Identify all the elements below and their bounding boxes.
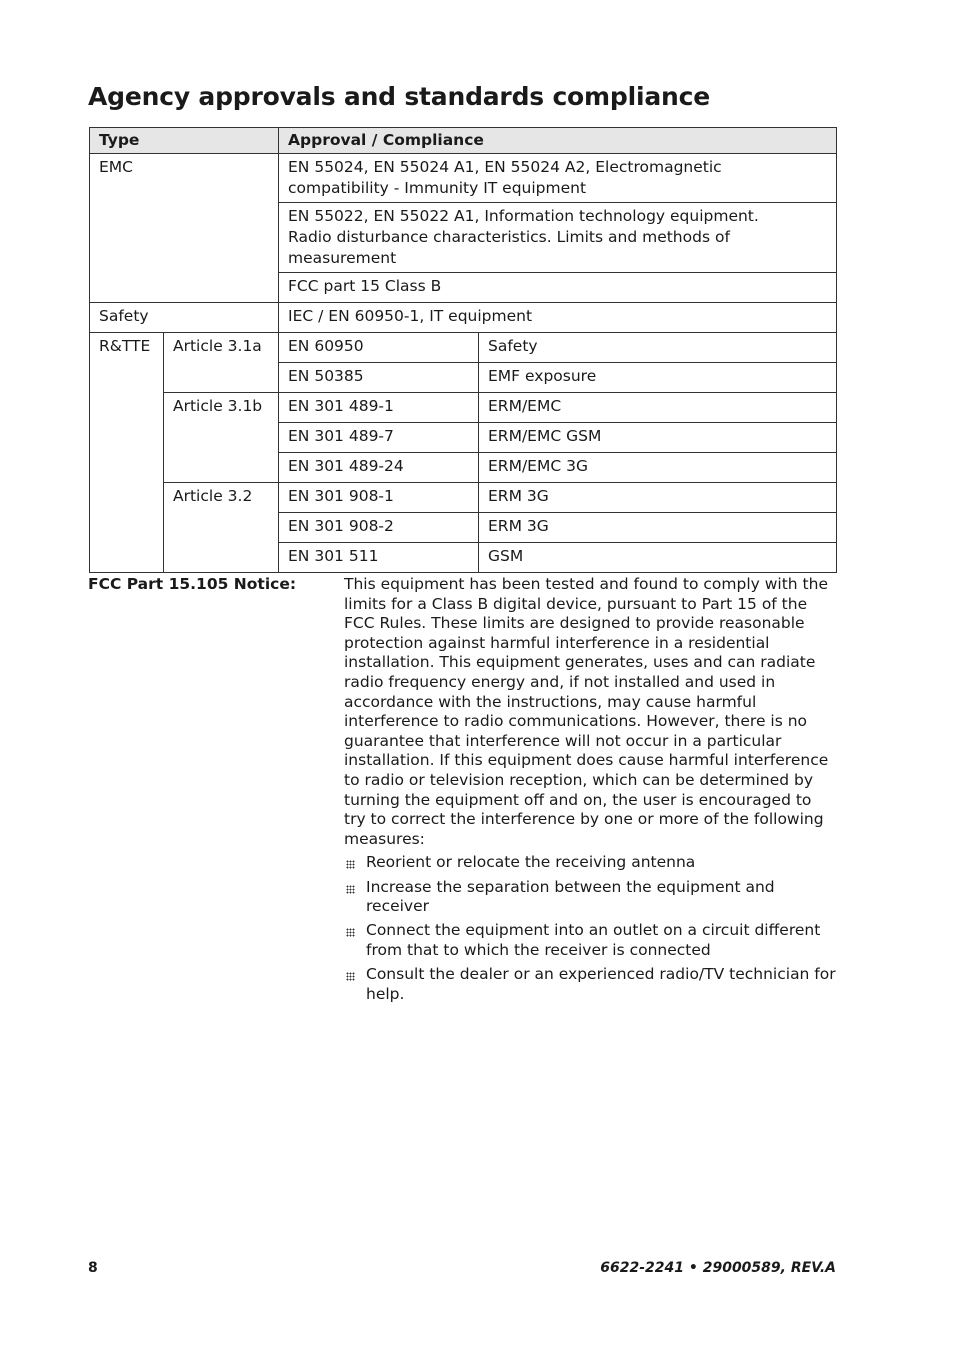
- compliance-table: [89, 127, 837, 573]
- emc-row-2: EN 55022, EN 55022 A1, Information technology equipment. Radio disturbance characteristics. Limits and methods of measurement: [279, 203, 837, 273]
- measure-text: Connect the equipment into an outlet on a circuit different from that to which the receiver is connected: [366, 921, 821, 959]
- measure-text: Increase the separation between the equipment and receiver: [366, 877, 775, 916]
- emc-label: EMC: [90, 154, 279, 303]
- notice-section: [344, 575, 836, 1009]
- list-item: [344, 878, 836, 917]
- page-title: Agency approvals and standards compliance: [88, 82, 710, 111]
- dot-grid-bullet-icon: [346, 928, 355, 937]
- dot-grid-bullet-icon: [346, 885, 355, 894]
- description-cell: EMF exposure: [479, 363, 837, 393]
- measure-text: Reorient or relocate the receiving antenna: [366, 853, 696, 872]
- list-item: [344, 921, 836, 960]
- measure-text: Consult the dealer or an experienced radio/TV technician for help.: [366, 965, 836, 1003]
- table-row: [90, 393, 837, 423]
- header-type: Type: [90, 128, 279, 154]
- document-id: 6622-2241 • 29000589, REV.A: [600, 1260, 836, 1276]
- notice-label: FCC Part 15.105 Notice:: [88, 575, 297, 593]
- description-cell: GSM: [479, 543, 837, 573]
- header-approval: Approval / Compliance: [279, 128, 837, 154]
- standard-cell: EN 50385: [279, 363, 479, 393]
- table-row: [90, 154, 837, 203]
- table-row: [90, 333, 837, 363]
- description-cell: ERM 3G: [479, 513, 837, 543]
- table-row: [90, 483, 837, 513]
- rtte-label: R&TTE: [90, 333, 164, 573]
- dot-grid-bullet-icon: [346, 860, 355, 869]
- list-item: [344, 853, 836, 873]
- standard-cell: EN 301 489-1: [279, 393, 479, 423]
- article-label: Article 3.2: [164, 483, 279, 573]
- list-item: [344, 965, 836, 1004]
- emc-row-3: FCC part 15 Class B: [279, 273, 837, 303]
- standard-cell: EN 301 511: [279, 543, 479, 573]
- standard-cell: EN 301 489-24: [279, 453, 479, 483]
- table-header-row: [90, 128, 837, 154]
- standard-cell: EN 301 908-1: [279, 483, 479, 513]
- page-number: 8: [88, 1260, 98, 1276]
- notice-paragraph: This equipment has been tested and found to comply with the limits for a Class B digital device, pursuant to Part 15 of the FCC Rules. These limits are designed to provide reasonable protection against harmful interference in a residential installation. This equipment generates, uses and can radiate radio frequency energy and, if not installed and used in accordance with the instructions, may cause harmful interference to radio communications. However, there is no guarantee that interference will not occur in a particular installation. If this equipment does cause harmful interference to radio or television reception, which can be determined by turning the equipment off and on, the user is encouraged to try to correct the interference by one or more of the following measures:: [344, 575, 829, 848]
- article-label: Article 3.1b: [164, 393, 279, 483]
- description-cell: ERM/EMC 3G: [479, 453, 837, 483]
- standard-cell: EN 301 908-2: [279, 513, 479, 543]
- dot-grid-bullet-icon: [346, 972, 355, 981]
- table-row: [90, 303, 837, 333]
- standard-cell: EN 301 489-7: [279, 423, 479, 453]
- standard-cell: EN 60950: [279, 333, 479, 363]
- description-cell: ERM/EMC GSM: [479, 423, 837, 453]
- safety-value: IEC / EN 60950-1, IT equipment: [279, 303, 837, 333]
- safety-label: Safety: [90, 303, 279, 333]
- description-cell: Safety: [479, 333, 837, 363]
- measures-list: [344, 853, 836, 1004]
- description-cell: ERM/EMC: [479, 393, 837, 423]
- description-cell: ERM 3G: [479, 483, 837, 513]
- article-label: Article 3.1a: [164, 333, 279, 393]
- emc-row-1: EN 55024, EN 55024 A1, EN 55024 A2, Electromagnetic compatibility - Immunity IT equipment: [279, 154, 837, 203]
